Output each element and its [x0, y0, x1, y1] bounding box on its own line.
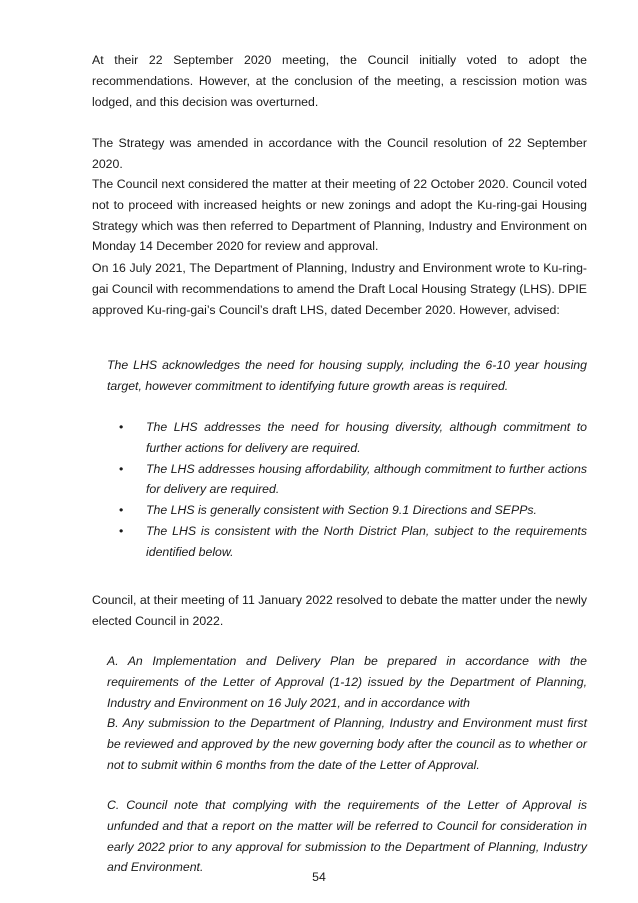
- paragraph-council-vote: At their 22 September 2020 meeting, the Council initially voted to adopt the recommendations. However, at the conclusion of the meeting, a rescission motion was lodged, and this decision was overturned.: [92, 53, 587, 109]
- quote-resolution-a: A. An Implementation and Delivery Plan be prepared in accordance with the requirements of the Letter of Approval (1-12) issued by the Department of Planning, Industry and Environment on 16 July 2021, and in accordance with: [107, 654, 587, 710]
- bullet-glyph: •: [119, 503, 124, 518]
- bullet-glyph: •: [119, 420, 124, 434]
- paragraph-october-meeting: The Council next considered the matter at their meeting of 22 October 2020. Council voted not to proceed with increased heights or new zonings and adopt the Ku-ring-gai Housing Strategy which was then referred to Department of Planning, Industry and Environment on Monday 14 December 2020 for review and approval.: [92, 177, 587, 254]
- paragraph-january-meeting: Council, at their meeting of 11 January 2022 resolved to debate the matter under the newly elected Council in 2022.: [92, 593, 587, 628]
- list-item-text: The LHS addresses housing affordability, although commitment to further actions for delivery are required.: [146, 461, 587, 497]
- list-item: [107, 417, 587, 459]
- list-item: [107, 459, 587, 501]
- list-item-text: The LHS addresses the need for housing diversity, although commitment to further actions for delivery are required.: [146, 420, 587, 455]
- bullet-glyph: •: [119, 461, 124, 476]
- list-item-text: The LHS is generally consistent with Section 9.1 Directions and SEPPs.: [146, 503, 537, 518]
- quote-resolution-b: B. Any submission to the Department of Planning, Industry and Environment must first be reviewed and approved by the new governing body after the council as to whether or not to submit within 6 months from the date of the Letter of Approval.: [107, 716, 587, 772]
- paragraph-dpie-letter: On 16 July 2021, The Department of Planning, Industry and Environment wrote to Ku-ring-gai Council with recommendations to amend the Draft Local Housing Strategy (LHS). DPIE approved Ku-ring-gai’s Council’s draft LHS, dated December 2020. However, advised:: [92, 261, 587, 317]
- quote-resolution-c: C. Council note that complying with the requirements of the Letter of Approval is unfunded and that a report on the matter will be referred to Council for consideration in early 2022 prior to any approval for submission to the Department of Planning, Industry and Environment.: [107, 798, 587, 875]
- quote-housing-supply: The LHS acknowledges the need for housing supply, including the 6-10 year housing target, however commitment to identifying future growth areas is required.: [107, 358, 587, 393]
- page-number: 54: [312, 870, 326, 884]
- bullet-list: [107, 417, 587, 563]
- list-item: [107, 521, 587, 563]
- paragraph-strategy-amended: The Strategy was amended in accordance with the Council resolution of 22 September 2020.: [92, 136, 587, 171]
- list-item-text: The LHS is consistent with the North District Plan, subject to the requirements identified below.: [146, 523, 587, 559]
- bullet-glyph: •: [119, 523, 124, 538]
- list-item: [107, 500, 587, 521]
